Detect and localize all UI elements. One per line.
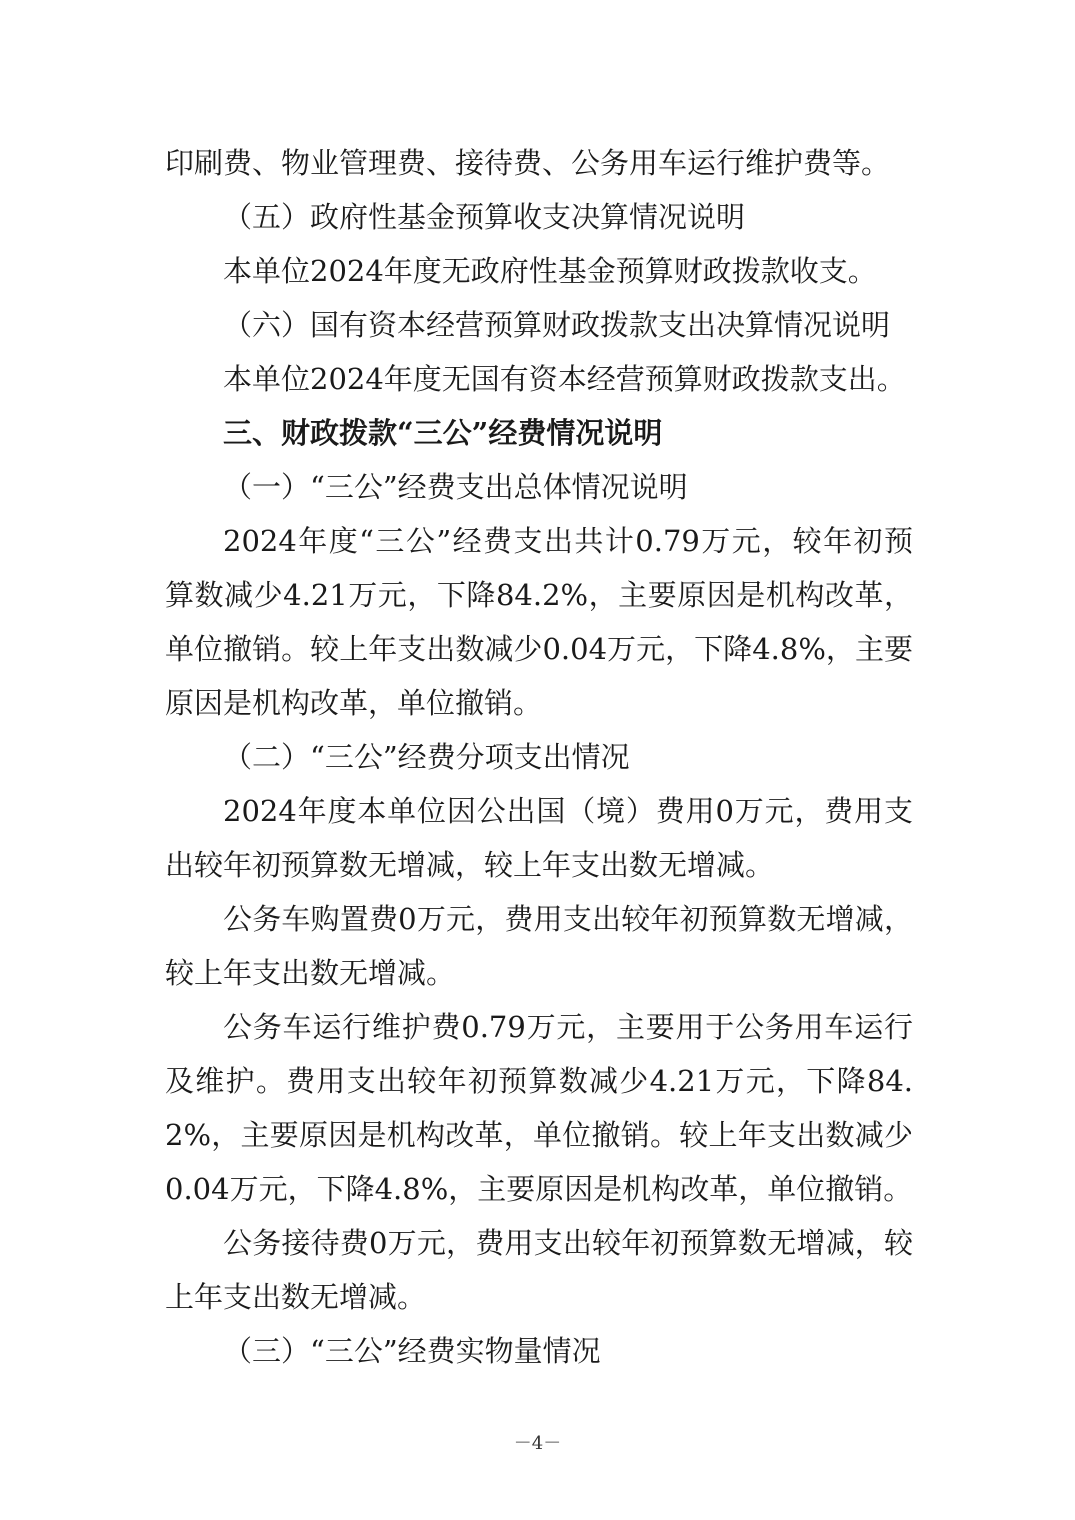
paragraph-overall-expense: 2024年度“三公”经费支出共计0.79万元，较年初预算数减少4.21万元，下降84.2%，主要原因是机构改革，单位撤销。较上年支出数减少0.04万元，下降4.8%，主要原因是机构改革，单位撤销。 <box>165 524 913 720</box>
subsection-heading-2: （二）“三公”经费分项支出情况 <box>223 740 630 774</box>
paragraph-state-capital: 本单位2024年度无国有资本经营预算财政拨款支出。 <box>223 362 906 396</box>
paragraph-continuation: 印刷费、物业管理费、接待费、公务用车运行维护费等。 <box>165 146 891 180</box>
chapter-heading-3: 三、财政拨款“三公”经费情况说明 <box>223 416 663 450</box>
document-body <box>165 136 913 1378</box>
paragraph-overseas-travel: 2024年度本单位因公出国（境）费用0万元，费用支出较年初预算数无增减，较上年支出数无增减。 <box>165 794 913 882</box>
paragraph-vehicle-maintenance: 公务车运行维护费0.79万元，主要用于公务用车运行及维护。费用支出较年初预算数减少4.21万元，下降84.2%，主要原因是机构改革，单位撤销。较上年支出数减少0.04万元，下降4.8%，主要原因是机构改革，单位撤销。 <box>165 1010 913 1206</box>
paragraph-vehicle-purchase: 公务车购置费0万元，费用支出较年初预算数无增减，较上年支出数无增减。 <box>165 902 913 990</box>
subsection-heading-1: （一）“三公”经费支出总体情况说明 <box>223 470 688 504</box>
paragraph-reception: 公务接待费0万元，费用支出较年初预算数无增减，较上年支出数无增减。 <box>165 1226 913 1314</box>
section-heading-6: （六）国有资本经营预算财政拨款支出决算情况说明 <box>223 308 891 342</box>
subsection-heading-3: （三）“三公”经费实物量情况 <box>223 1334 601 1368</box>
section-heading-5: （五）政府性基金预算收支决算情况说明 <box>223 200 746 234</box>
page-number: －4－ <box>513 1433 562 1454</box>
paragraph-gov-fund: 本单位2024年度无政府性基金预算财政拨款收支。 <box>223 254 877 288</box>
